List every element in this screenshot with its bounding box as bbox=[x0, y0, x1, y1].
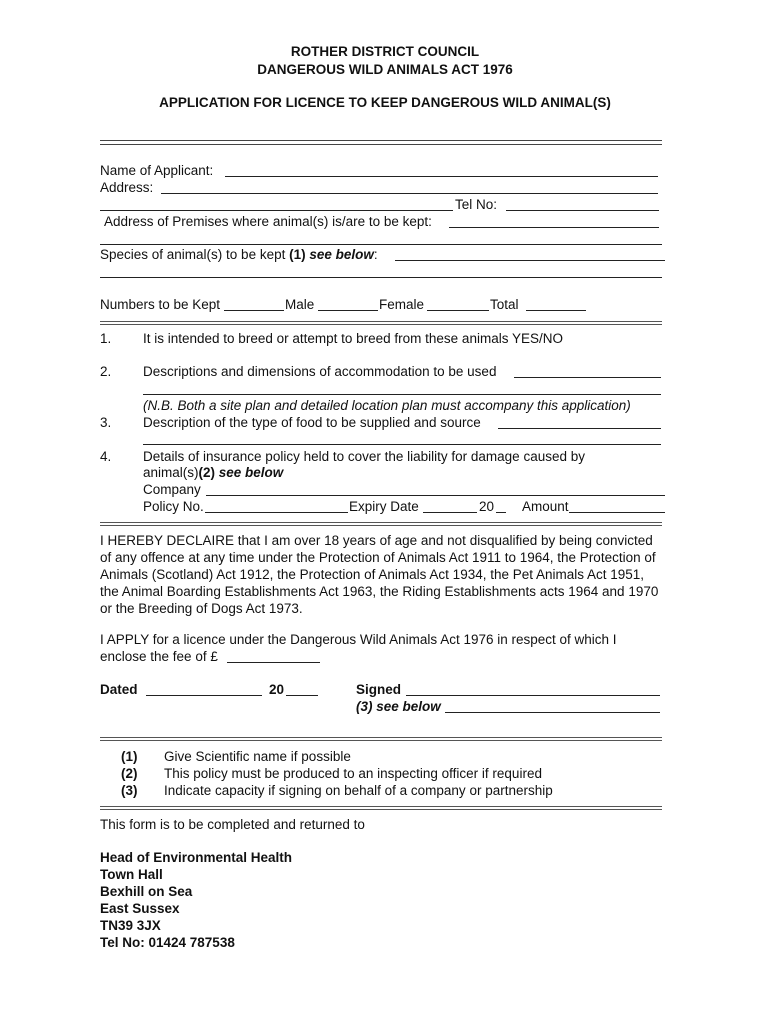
expiry-label: Expiry Date bbox=[349, 499, 419, 514]
footer-divider bbox=[100, 806, 662, 810]
return-instruction: This form is to be completed and returned to bbox=[100, 817, 365, 832]
note-text-1: Give Scientific name if possible bbox=[164, 749, 351, 764]
return-address-phone: Tel No: 01424 787538 bbox=[100, 935, 235, 950]
species-label: Species of animal(s) to be kept (1) see below: bbox=[100, 247, 378, 262]
item-number-2: 2. bbox=[100, 364, 112, 379]
dated-field[interactable] bbox=[146, 695, 262, 696]
amount-field[interactable] bbox=[569, 512, 665, 513]
male-label: Male bbox=[285, 297, 315, 312]
species-field[interactable] bbox=[395, 260, 665, 261]
expiry-year-field[interactable] bbox=[496, 512, 506, 513]
address-label: Address: bbox=[100, 180, 154, 195]
premises-field[interactable] bbox=[449, 227, 659, 228]
male-field[interactable] bbox=[318, 310, 378, 311]
section-divider bbox=[100, 321, 662, 325]
return-address-postcode: TN39 3JX bbox=[100, 918, 161, 933]
site-plan-note: (N.B. Both a site plan and detailed location plan must accompany this application) bbox=[143, 398, 631, 413]
capacity-field[interactable] bbox=[445, 712, 660, 713]
note-text-3: Indicate capacity if signing on behalf of a company or partnership bbox=[164, 783, 553, 798]
notes-divider bbox=[100, 737, 662, 741]
return-address-line-3: Bexhill on Sea bbox=[100, 884, 193, 899]
tel-field[interactable] bbox=[506, 210, 659, 211]
premises-label: Address of Premises where animal(s) is/are to be kept: bbox=[104, 214, 432, 229]
form-title: APPLICATION FOR LICENCE TO KEEP DANGEROUS WILD ANIMAL(S) bbox=[159, 95, 611, 110]
breed-question: It is intended to breed or attempt to breed from these animals YES/NO bbox=[143, 331, 563, 346]
insurance-label: Details of insurance policy held to cover the liability for damage caused by bbox=[143, 449, 585, 464]
total-label: Total bbox=[490, 297, 519, 312]
accommodation-field-line-2[interactable] bbox=[143, 394, 661, 395]
female-label: Female bbox=[379, 297, 425, 312]
return-address-line-1: Head of Environmental Health bbox=[100, 850, 293, 865]
year-field[interactable] bbox=[286, 695, 318, 696]
note-number-1: (1) bbox=[121, 749, 138, 764]
signature-field[interactable] bbox=[406, 695, 660, 696]
address-field-line-1[interactable] bbox=[161, 193, 658, 194]
policy-label: Policy No. bbox=[143, 499, 204, 514]
item-number-4: 4. bbox=[100, 449, 112, 464]
applicant-name-field[interactable] bbox=[225, 176, 658, 177]
year-label: 20 bbox=[269, 682, 285, 697]
insurance-label-2: animal(s)(2) see below bbox=[143, 465, 284, 480]
note-number-3: (3) bbox=[121, 783, 138, 798]
address-field-line-2[interactable] bbox=[100, 210, 453, 211]
fee-field[interactable] bbox=[227, 662, 320, 663]
food-field-line-2[interactable] bbox=[143, 444, 661, 445]
note-text-2: This policy must be produced to an inspecting officer if required bbox=[164, 766, 542, 781]
apply-text-2: enclose the fee of £ bbox=[100, 649, 218, 664]
dated-label: Dated bbox=[100, 682, 138, 697]
apply-text-1: I APPLY for a licence under the Dangerous Wild Animals Act 1976 in respect of which I bbox=[100, 632, 617, 647]
note-number-2: (2) bbox=[121, 766, 138, 781]
accommodation-label: Descriptions and dimensions of accommodation to be used bbox=[143, 364, 497, 379]
return-address-line-4: East Sussex bbox=[100, 901, 180, 916]
amount-label: Amount bbox=[522, 499, 569, 514]
food-label: Description of the type of food to be supplied and source bbox=[143, 415, 481, 430]
accommodation-field[interactable] bbox=[514, 377, 661, 378]
numbers-field[interactable] bbox=[224, 310, 284, 311]
company-field[interactable] bbox=[206, 495, 665, 496]
expiry-field[interactable] bbox=[423, 512, 477, 513]
food-field[interactable] bbox=[498, 428, 661, 429]
header-divider bbox=[100, 140, 662, 145]
capacity-label: (3) see below bbox=[356, 699, 441, 714]
female-field[interactable] bbox=[427, 310, 489, 311]
applicant-name-label: Name of Applicant: bbox=[100, 163, 214, 178]
item-number-1: 1. bbox=[100, 331, 112, 346]
policy-field[interactable] bbox=[205, 512, 348, 513]
return-address-line-2: Town Hall bbox=[100, 867, 163, 882]
numbers-label: Numbers to be Kept bbox=[100, 297, 221, 312]
species-field-line-2[interactable] bbox=[100, 277, 662, 278]
declaration-text: I HEREBY DECLAIRE that I am over 18 years of age and not disqualified by being convicted of any offence at any time under the Protection of Animals Act 1911 to 1964, the Protection of Animals (Scotland) Act 1912, the Protection of Animals Act 1934, the Pet Animals Act 1951, the Animal Boarding Establishments Act 1963, the Riding Establishments acts 1964 and 1970 or the Breeding of Dogs Act 1973. bbox=[100, 533, 659, 616]
expiry-year: 20 bbox=[479, 499, 495, 514]
item-number-3: 3. bbox=[100, 415, 112, 430]
act-name: DANGEROUS WILD ANIMALS ACT 1976 bbox=[257, 62, 513, 77]
tel-label: Tel No: bbox=[455, 197, 498, 212]
premises-field-line-2[interactable] bbox=[100, 244, 662, 245]
total-field[interactable] bbox=[526, 310, 586, 311]
declaration-divider bbox=[100, 522, 662, 526]
council-name: ROTHER DISTRICT COUNCIL bbox=[290, 44, 480, 59]
company-label: Company bbox=[143, 482, 201, 497]
signed-label: Signed bbox=[356, 682, 402, 697]
